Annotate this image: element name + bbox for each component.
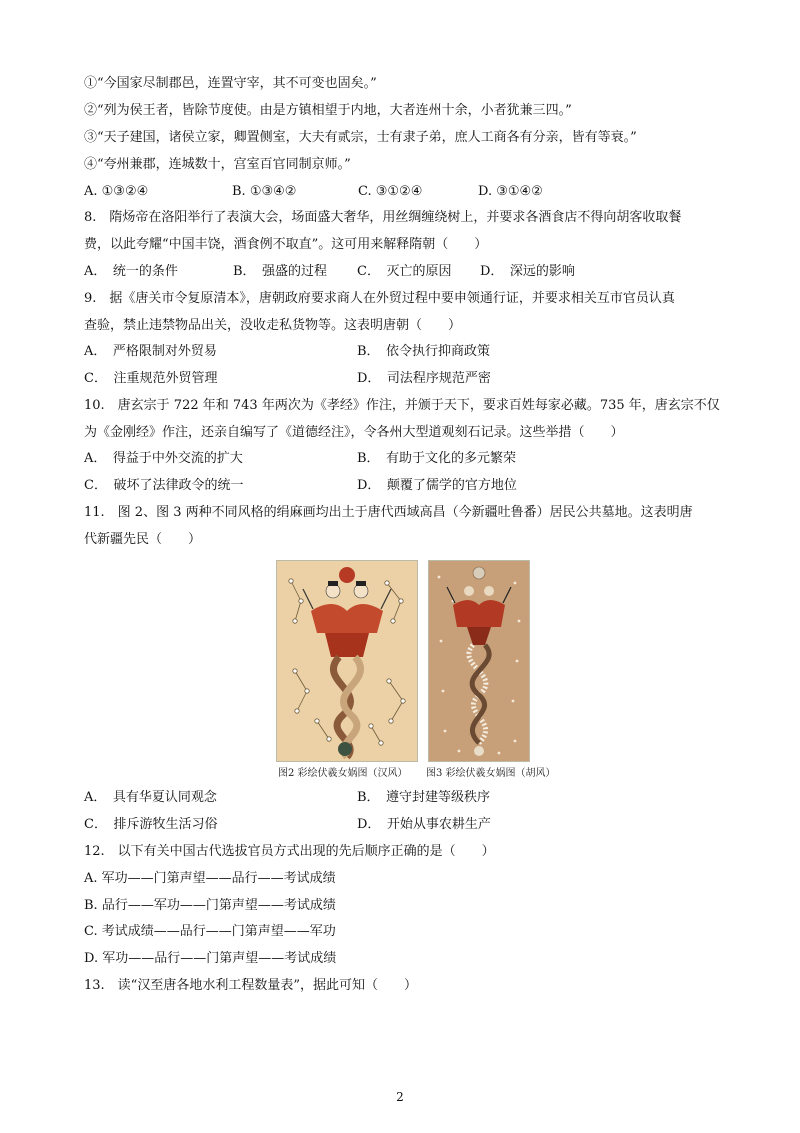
fuxi-nuwa-han-illustration <box>277 561 417 761</box>
q9-option-a: A． 严格限制对外贸易 <box>84 344 217 359</box>
q11-option-c: C． 排斥游牧生活习俗 <box>84 817 218 832</box>
q7-option-b: B. ①③④② <box>232 184 297 199</box>
q13-stem: 13. 读“汉至唐各地水利工程数量表”，据此可知（ ） <box>84 978 417 993</box>
q10-stem-line-2: 为《金刚经》作注，还亲自编写了《道德经注》，令各州大型道观刻石记录。这些举措（ ） <box>84 425 624 440</box>
quote-1: ①“今国家尽制郡邑，连置守宰，其不可变也固矣。” <box>84 76 377 91</box>
q8-option-d: D． 深远的影响 <box>480 264 575 279</box>
q10-option-c: C． 破坏了法律政令的统一 <box>84 478 244 493</box>
q9-option-d: D． 司法程序规范严密 <box>357 371 491 386</box>
q10-option-b: B． 有助于文化的多元繁荣 <box>357 451 517 466</box>
q9-option-b: B． 依令执行抑商政策 <box>357 344 491 359</box>
quote-2: ②“列为侯王者，皆除节度使。由是方镇相望于内地，大者连州十余，小者犹兼三四。” <box>84 103 572 118</box>
q7-option-c: C. ③①②④ <box>358 184 423 199</box>
fuxi-nuwa-han-painting <box>276 560 418 762</box>
q8-option-a: A． 统一的条件 <box>84 264 178 279</box>
quote-3: ③“天子建国，诸侯立家，卿置侧室，大夫有贰宗，士有隶子弟，庶人工商各有分亲，皆有等衰。” <box>84 130 637 145</box>
q9-option-c: C． 注重规范外贸管理 <box>84 371 218 386</box>
q9-stem-line-2: 查验，禁止违禁物品出关，没收走私货物等。这表明唐朝（ ） <box>84 318 462 333</box>
fuxi-nuwa-hu-painting <box>428 560 530 762</box>
q8-option-b: B． 强盛的过程 <box>233 264 328 279</box>
q11-option-d: D． 开始从事农耕生产 <box>357 817 491 832</box>
q12-stem: 12. 以下有关中国古代选拔官员方式出现的先后顺序正确的是（ ） <box>84 844 495 859</box>
q12-option-c: C. 考试成绩——品行——门第声望——军功 <box>84 924 336 939</box>
q12-option-a: A. 军功——门第声望——品行——考试成绩 <box>84 871 336 886</box>
quote-4: ④“夸州兼郡，连城数十，宫室百官同制京师。” <box>84 157 351 172</box>
q11-stem-line-1: 11. 图 2、图 3 两种不同风格的绢麻画均出土于唐代西域高昌（今新疆吐鲁番）居民公共墓地。这表明唐 <box>84 505 693 520</box>
figure-2-caption: 图2 彩绘伏羲女娲图（汉风） <box>278 768 408 779</box>
figure-3-caption: 图3 彩绘伏羲女娲图（胡风） <box>426 768 556 779</box>
q9-stem-line-1: 9. 据《唐关市令复原清本》，唐朝政府要求商人在外贸过程中要申领通行证，并要求相关互市官员认真 <box>84 291 675 306</box>
q11-figure <box>276 560 566 782</box>
q7-option-a: A. ①③②④ <box>84 184 149 199</box>
q12-option-b: B. 品行——军功——门第声望——考试成绩 <box>84 898 336 913</box>
q8-option-c: C． 灭亡的原因 <box>357 264 452 279</box>
q10-stem-line-1: 10. 唐玄宗于 722 年和 743 年两次为《孝经》作注，并颁于天下，要求百姓每家必藏。735 年，唐玄宗不仅 <box>84 398 720 413</box>
q8-stem-line-2: 费，以此夸耀“中国丰饶，酒食例不取直”。这可用来解释隋朝（ ） <box>84 237 488 252</box>
q12-option-d: D. 军功——品行——门第声望——考试成绩 <box>84 951 337 966</box>
q10-option-a: A． 得益于中外交流的扩大 <box>84 451 243 466</box>
fuxi-nuwa-hu-illustration <box>429 561 529 761</box>
page-number: 2 <box>396 1090 404 1104</box>
q11-option-b: B． 遵守封建等级秩序 <box>357 790 491 805</box>
q11-stem-line-2: 代新疆先民（ ） <box>84 532 202 547</box>
q11-option-a: A． 具有华夏认同观念 <box>84 790 217 805</box>
q10-option-d: D． 颠覆了儒学的官方地位 <box>357 478 517 493</box>
q7-option-d: D. ③①④② <box>478 184 543 199</box>
q8-stem-line-1: 8. 隋炀帝在洛阳举行了表演大会，场面盛大奢华，用丝绸缠绕树上，并要求各酒食店不得向胡客收取餐 <box>84 210 682 225</box>
